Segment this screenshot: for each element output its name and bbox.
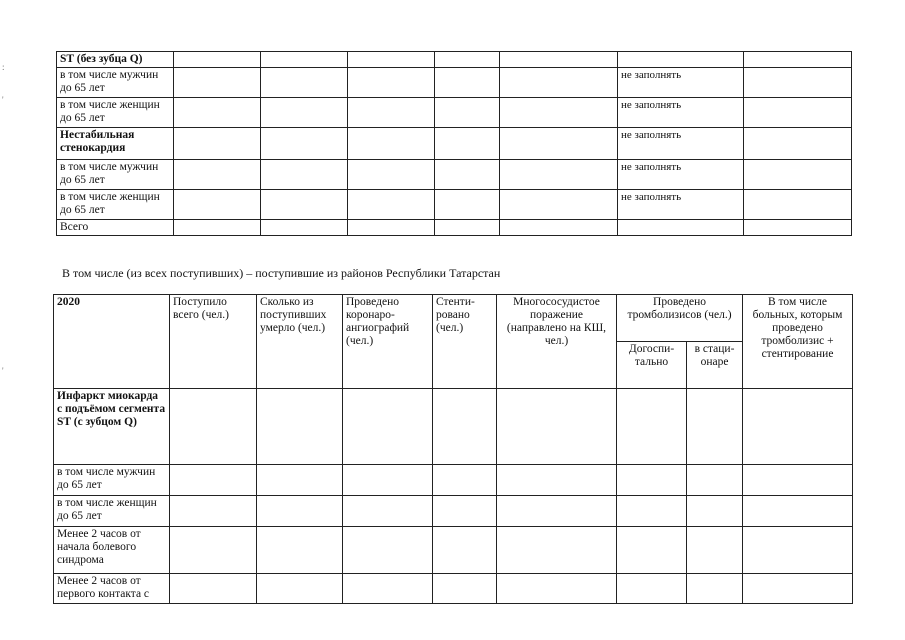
table-cell (174, 190, 261, 220)
table-cell (174, 98, 261, 128)
table-row (54, 389, 853, 465)
table-row (57, 190, 852, 220)
col-stented: Стенти-ровано (чел.) (433, 295, 497, 389)
table-cell (435, 98, 500, 128)
table-cell (687, 574, 743, 604)
row-note: не заполнять (618, 160, 744, 190)
table-bottom (53, 294, 853, 604)
table-cell (435, 68, 500, 98)
table-cell (500, 52, 618, 68)
table-cell (261, 52, 348, 68)
table-cell (433, 527, 497, 574)
table-cell (257, 527, 343, 574)
table-cell (348, 190, 435, 220)
table-cell (744, 68, 852, 98)
row-note: не заполнять (618, 68, 744, 98)
table-cell (174, 220, 261, 236)
table-cell (497, 389, 617, 465)
table-row (54, 465, 853, 496)
row-note: не заполнять (618, 98, 744, 128)
table-cell (435, 190, 500, 220)
row-label: Инфаркт миокарда с подъёмом сегмента ST (с зубцом Q) (54, 389, 170, 465)
table-cell (348, 160, 435, 190)
table-cell (348, 52, 435, 68)
table-cell (500, 160, 618, 190)
table-cell (743, 389, 853, 465)
table-cell (500, 220, 618, 236)
table-cell (257, 465, 343, 496)
table-cell (687, 496, 743, 527)
table-cell (687, 527, 743, 574)
table-caption: В том числе (из всех поступивших) – поступившие из районов Республики Татарстан (62, 266, 501, 280)
table-cell (174, 68, 261, 98)
table-cell (343, 389, 433, 465)
table-cell (343, 527, 433, 574)
table-cell (497, 496, 617, 527)
table-cell (687, 389, 743, 465)
table-cell (433, 465, 497, 496)
row-label: Нестабильная стенокардия (57, 128, 174, 160)
table-cell (435, 52, 500, 68)
table-row (54, 496, 853, 527)
table-cell (500, 68, 618, 98)
table-cell (343, 465, 433, 496)
row-label: в том числе женщин до 65 лет (57, 190, 174, 220)
row-label: в том числе женщин до 65 лет (57, 98, 174, 128)
table-cell (500, 190, 618, 220)
table-cell (744, 160, 852, 190)
row-note (618, 52, 744, 68)
margin-mark: ' (2, 95, 4, 105)
table-cell (617, 527, 687, 574)
table-cell (744, 190, 852, 220)
table-cell (617, 496, 687, 527)
row-note: не заполнять (618, 190, 744, 220)
col-multivessel: Многососудистое поражение (направлено на КШ, чел.) (497, 295, 617, 389)
col-angiography: Проведено коронаро-ангиографий (чел.) (343, 295, 433, 389)
row-note (618, 220, 744, 236)
table-cell (348, 98, 435, 128)
table-cell (433, 574, 497, 604)
table-cell (261, 98, 348, 128)
row-label: Менее 2 часов от первого контакта с (54, 574, 170, 604)
table-cell (435, 220, 500, 236)
table-cell (744, 220, 852, 236)
table-cell (257, 496, 343, 527)
col-prehospital: Догоспи-тально (617, 342, 687, 389)
table-cell (261, 68, 348, 98)
table-cell (348, 220, 435, 236)
table-row (57, 220, 852, 236)
table-cell (617, 574, 687, 604)
margin-mark: : (2, 62, 5, 72)
table-cell (617, 465, 687, 496)
row-note: не заполнять (618, 128, 744, 160)
year-header: 2020 (54, 295, 170, 389)
table-cell (170, 465, 257, 496)
row-label: ST (без зубца Q) (57, 52, 174, 68)
table-cell (261, 190, 348, 220)
row-label: Всего (57, 220, 174, 236)
table-row (54, 527, 853, 574)
table-cell (257, 574, 343, 604)
table-row (54, 574, 853, 604)
col-combined: В том числе больных, которым проведено тромболизис + стентирование (743, 295, 853, 389)
table-row (57, 52, 852, 68)
col-thrombolysis: Проведено тромболизисов (чел.) (617, 295, 743, 342)
table-cell (435, 128, 500, 160)
table-cell (261, 128, 348, 160)
table-cell (261, 220, 348, 236)
table-cell (500, 98, 618, 128)
table-row (57, 68, 852, 98)
table-cell (170, 574, 257, 604)
row-label: в том числе мужчин до 65 лет (57, 68, 174, 98)
row-label: в том числе мужчин до 65 лет (54, 465, 170, 496)
table-cell (433, 389, 497, 465)
table-top (56, 51, 852, 236)
table-cell (435, 160, 500, 190)
table-cell (497, 574, 617, 604)
table-cell (343, 574, 433, 604)
table-row (57, 128, 852, 160)
table-cell (743, 527, 853, 574)
row-label: в том числе мужчин до 65 лет (57, 160, 174, 190)
table-cell (343, 496, 433, 527)
table-cell (617, 389, 687, 465)
table-cell (170, 496, 257, 527)
table-cell (174, 128, 261, 160)
table-row (57, 98, 852, 128)
table-cell (743, 496, 853, 527)
table-cell (743, 465, 853, 496)
table-cell (174, 52, 261, 68)
table-cell (743, 574, 853, 604)
table-cell (348, 128, 435, 160)
margin-mark: ' (2, 366, 4, 376)
col-admitted: Поступило всего (чел.) (170, 295, 257, 389)
table-cell (497, 465, 617, 496)
table-cell (687, 465, 743, 496)
table-cell (500, 128, 618, 160)
col-died: Сколько из поступивших умерло (чел.) (257, 295, 343, 389)
table-cell (348, 68, 435, 98)
table-cell (744, 52, 852, 68)
header-row (54, 295, 853, 342)
table-cell (257, 389, 343, 465)
table-cell (170, 389, 257, 465)
table-cell (433, 496, 497, 527)
table-cell (261, 160, 348, 190)
table-cell (744, 98, 852, 128)
table-row (57, 160, 852, 190)
table-cell (174, 160, 261, 190)
row-label: Менее 2 часов от начала болевого синдрома (54, 527, 170, 574)
table-cell (170, 527, 257, 574)
row-label: в том числе женщин до 65 лет (54, 496, 170, 527)
table-cell (744, 128, 852, 160)
table-cell (497, 527, 617, 574)
col-in-hospital: в стаци-онаре (687, 342, 743, 389)
